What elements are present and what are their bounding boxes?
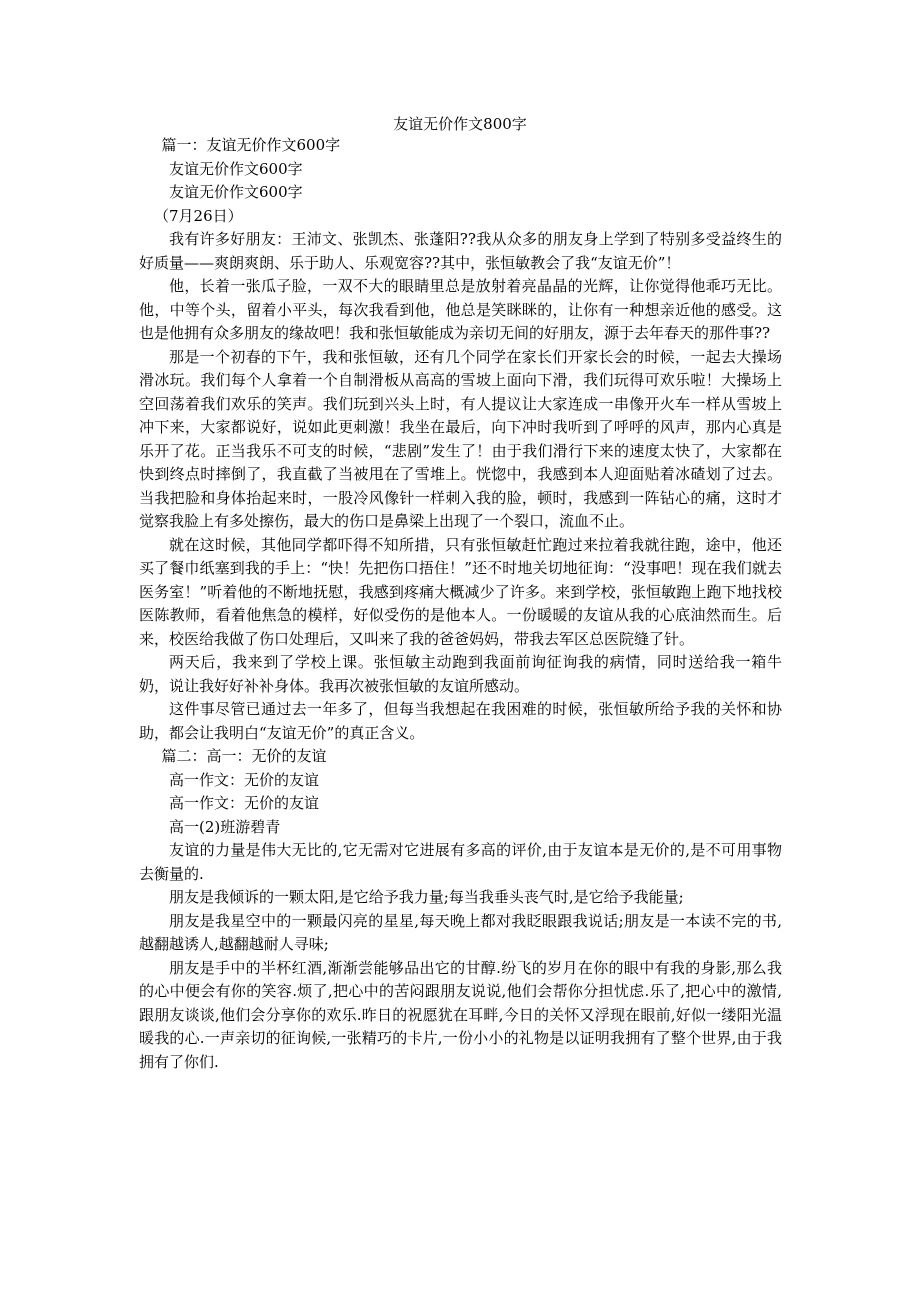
document-title: 友谊无价作文800字 — [393, 115, 527, 133]
paragraph: 朋友是我星空中的一颗最闪亮的星星,每天晚上都对我眨眼跟我说话;朋友是一本读不完的书,越翻越诱人,越翻越耐人寻味; — [139, 911, 782, 953]
text-line: （7月26日） — [154, 206, 243, 225]
paragraph: 我有许多好朋友：王沛文、张凯杰、张蓬阳??我从众多的朋友身上学到了特别多受益终生的好质量——爽朗爽朗、乐于助人、乐观宽容??其中，张恒敏教会了我“友谊无价”！ — [139, 230, 782, 272]
paragraph: 朋友是手中的半杯红酒,渐渐尝能够品出它的甘醇.纷飞的岁月在你的眼中有我的身影,那么我的心中便会有你的笑容.烦了,把心中的苦闷跟朋友说说,他们会帮你分担忧虑.乐了,把心中的激情,跟朋友谈谈,他们会分享你的欢乐.昨日的祝愿犹在耳畔,今日的关怀又浮现在眼前,好似一缕阳光温暖我的心.一声亲切的征询候,一张精巧的卡片,一份小小的礼物是以证明我拥有了整个世界,由于我拥有了你们. — [139, 958, 782, 1071]
document-body — [139, 134, 782, 1074]
text-line: 友谊无价作文600字 — [169, 159, 303, 178]
section-heading: 篇二：高一：无价的友谊 — [161, 747, 327, 765]
paragraph: 这件事尽管已通过去一年多了，但每当我想起在我困难的时候，张恒敏所给予我的关怀和协助，都会让我明白“友谊无价”的真正含义。 — [139, 700, 782, 742]
text-line: 高一(2)班游碧青 — [169, 817, 281, 836]
paragraph: 友谊的力量是伟大无比的,它无需对它进展有多高的评价,由于友谊本是无价的,是不可用事物去衡量的. — [139, 841, 782, 883]
paragraph: 朋友是我倾诉的一颗太阳,是它给予我力量;每当我垂头丧气时,是它给予我能量; — [169, 888, 684, 906]
section-heading: 篇一：友谊无价作文600字 — [161, 136, 341, 154]
text-line: 友谊无价作文600字 — [169, 183, 303, 201]
paragraph: 两天后，我来到了学校上课。张恒敏主动跑到我面前询征询我的病情，同时送给我一箱牛奶，说让我好好补补身体。我再次被张恒敏的友谊所感动。 — [139, 653, 782, 695]
paragraph: 他，长着一张瓜子脸，一双不大的眼睛里总是放射着亮晶晶的光辉，让你觉得他乖巧无比。他，中等个头，留着小平头，每次我看到他，他总是笑眯眯的，让你有一种想亲近他的感受。这也是他拥有众多朋友的缘故吧！我和张恒敏能成为亲切无间的好朋友，源于去年春天的那件事?? — [139, 277, 782, 342]
paragraph: 那是一个初春的下午，我和张恒敏，还有几个同学在家长们开家长会的时候，一起去大操场滑冰玩。我们每个人拿着一个自制滑板从高高的雪坡上面向下滑，我们玩得可欢乐啦！大操场上空回荡着我们欢乐的笑声。我们玩到兴头上时，有人提议让大家连成一串像开火车一样从雪坡上冲下来，大家都说好，说如此更刺激！我坐在最后，向下冲时我听到了呼呼的风声，那内心真是乐开了花。正当我乐不可支的时候，“悲剧”发生了！由于我们滑行下来的速度太快了，大家都在快到终点时摔倒了，我直截了当被甩在了雪堆上。恍惚中，我感到本人迎面贴着冰碴划了过去。当我把脸和身体抬起来时，一股冷风像针一样刺入我的脸，顿时，我感到一阵钻心的痛，这时才觉察我脸上有多处擦伤，最大的伤口是鼻梁上出现了一个裂口，流血不止。 — [139, 347, 782, 530]
paragraph: 就在这时候，其他同学都吓得不知所措，只有张恒敏赶忙跑过来拉着我就往跑，途中，他还买了餐巾纸塞到我的手上：“快！先把伤口捂住！”还不时地关切地征询：“没事吧！现在我们就去医务室！”听着他的不断地抚慰，我感到疼痛大概减少了许多。来到学校，张恒敏跑上跑下地找校医陈教师，看着他焦急的模样，好似受伤的是他本人。一份暖暖的友谊从我的心底油然而生。后来，校医给我做了伤口处理后，又叫来了我的爸爸妈妈，带我去军区总医院缝了针。 — [139, 535, 782, 648]
text-line: 高一作文：无价的友谊 — [169, 770, 320, 789]
text-line: 高一作文：无价的友谊 — [169, 794, 320, 812]
